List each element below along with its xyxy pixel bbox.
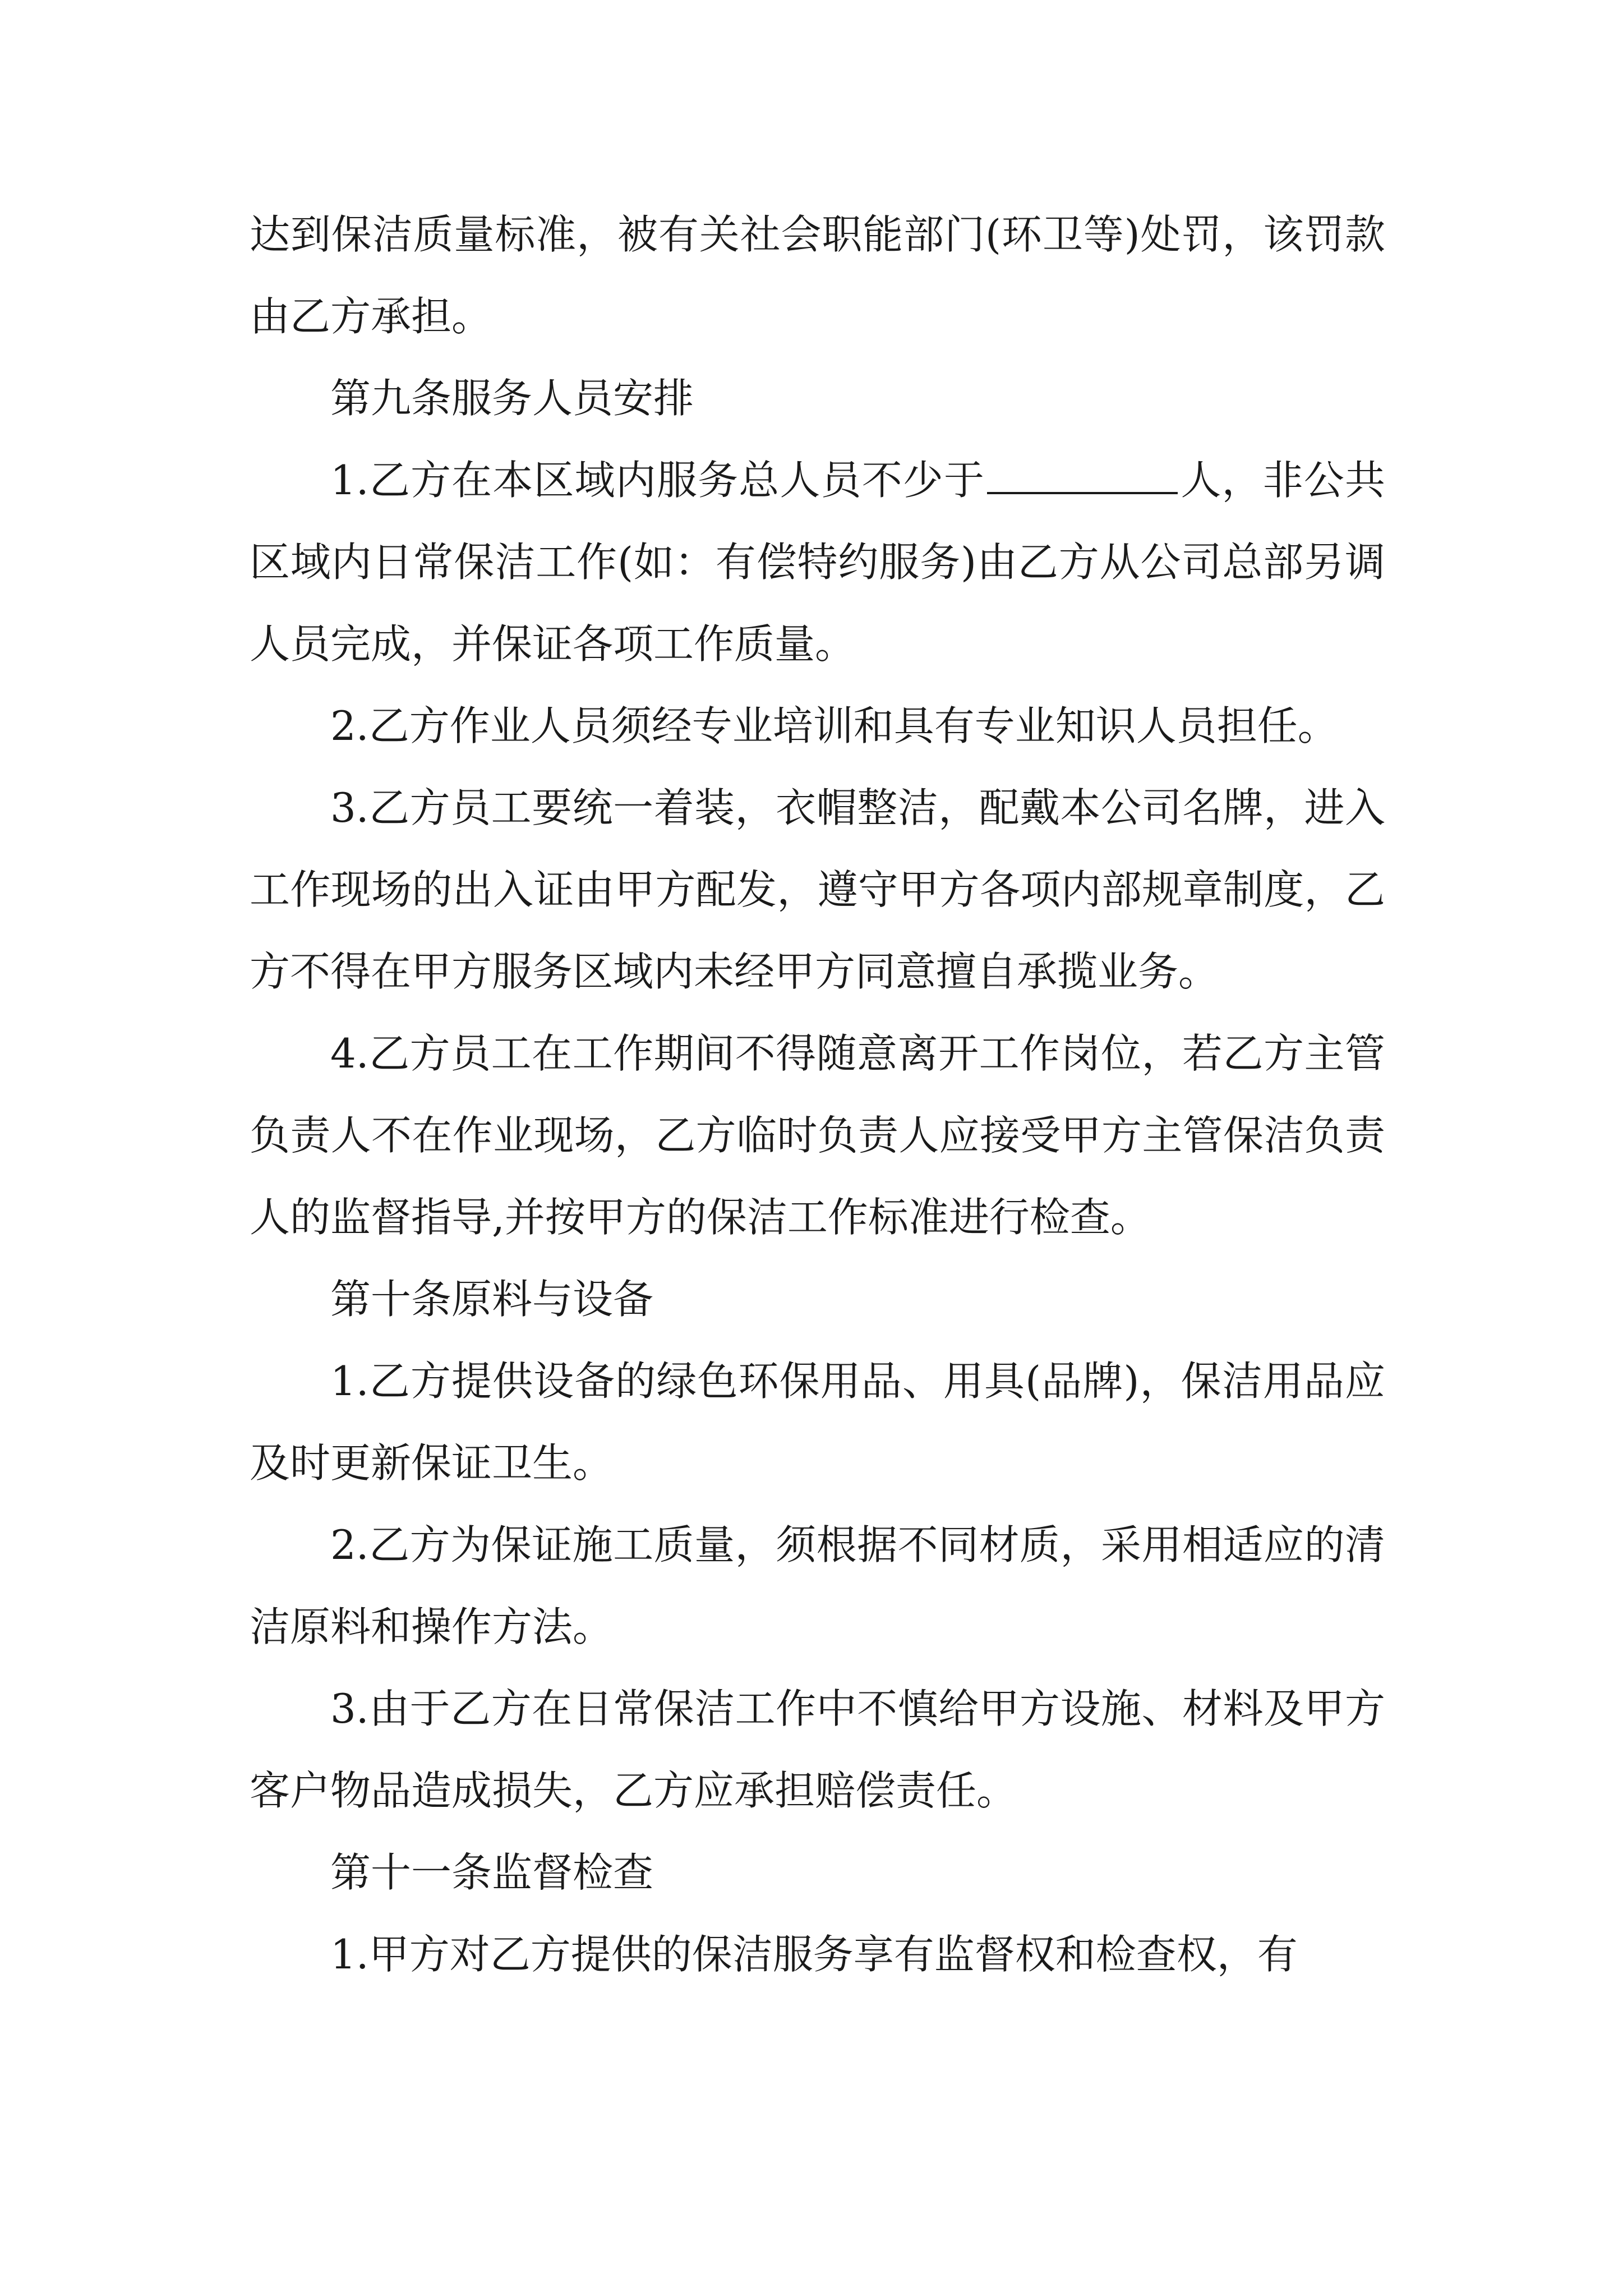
article-11-item-1: 1.甲方对乙方提供的保洁服务享有监督权和检查权，有	[330, 1931, 1298, 1978]
document-body	[250, 194, 1385, 1995]
article-11-heading: 第十一条监督检查	[330, 1849, 654, 1896]
article-9-item-1-lead: 1.乙方在本区域内服务总人员不少于	[330, 457, 985, 504]
article-10-heading: 第十条原料与设备	[330, 1276, 654, 1323]
article-10-item-1: 1.乙方提供设备的绿色环保用品、用具(品牌)，保洁用品应及时更新保证卫生。	[250, 1358, 1385, 1487]
staff-count-blank[interactable]	[987, 458, 1178, 494]
article-10-item-2: 2.乙方为保证施工质量，须根据不同材质，采用相适应的清洁原料和操作方法。	[250, 1521, 1385, 1650]
article-9-item-1-rest: 人，非公共区域内日常保洁工作(如：有偿特约服务)由乙方从公司总部另调人员完成，并保证各项工作质量。	[250, 457, 1385, 668]
article-9-item-1	[250, 439, 1385, 685]
article-9-item-4: 4.乙方员工在工作期间不得随意离开工作岗位，若乙方主管负责人不在作业现场，乙方临时负责人应接受甲方主管保洁负责人的监督指导,并按甲方的保洁工作标准进行检查。	[250, 1030, 1385, 1241]
article-10-item-3: 3.由于乙方在日常保洁工作中不慎给甲方设施、材料及甲方客户物品造成损失，乙方应承担赔偿责任。	[250, 1685, 1385, 1814]
article-9-item-2: 2.乙方作业人员须经专业培训和具有专业知识人员担任。	[330, 702, 1338, 749]
article-9-item-3: 3.乙方员工要统一着装，衣帽整洁，配戴本公司名牌，进入工作现场的出入证由甲方配发，遵守甲方各项内部规章制度，乙方不得在甲方服务区域内未经甲方同意擅自承揽业务。	[250, 784, 1385, 995]
paragraph-penalty-continuation: 达到保洁质量标准，被有关社会职能部门(环卫等)处罚，该罚款由乙方承担。	[250, 211, 1385, 340]
article-9-heading: 第九条服务人员安排	[330, 375, 694, 422]
